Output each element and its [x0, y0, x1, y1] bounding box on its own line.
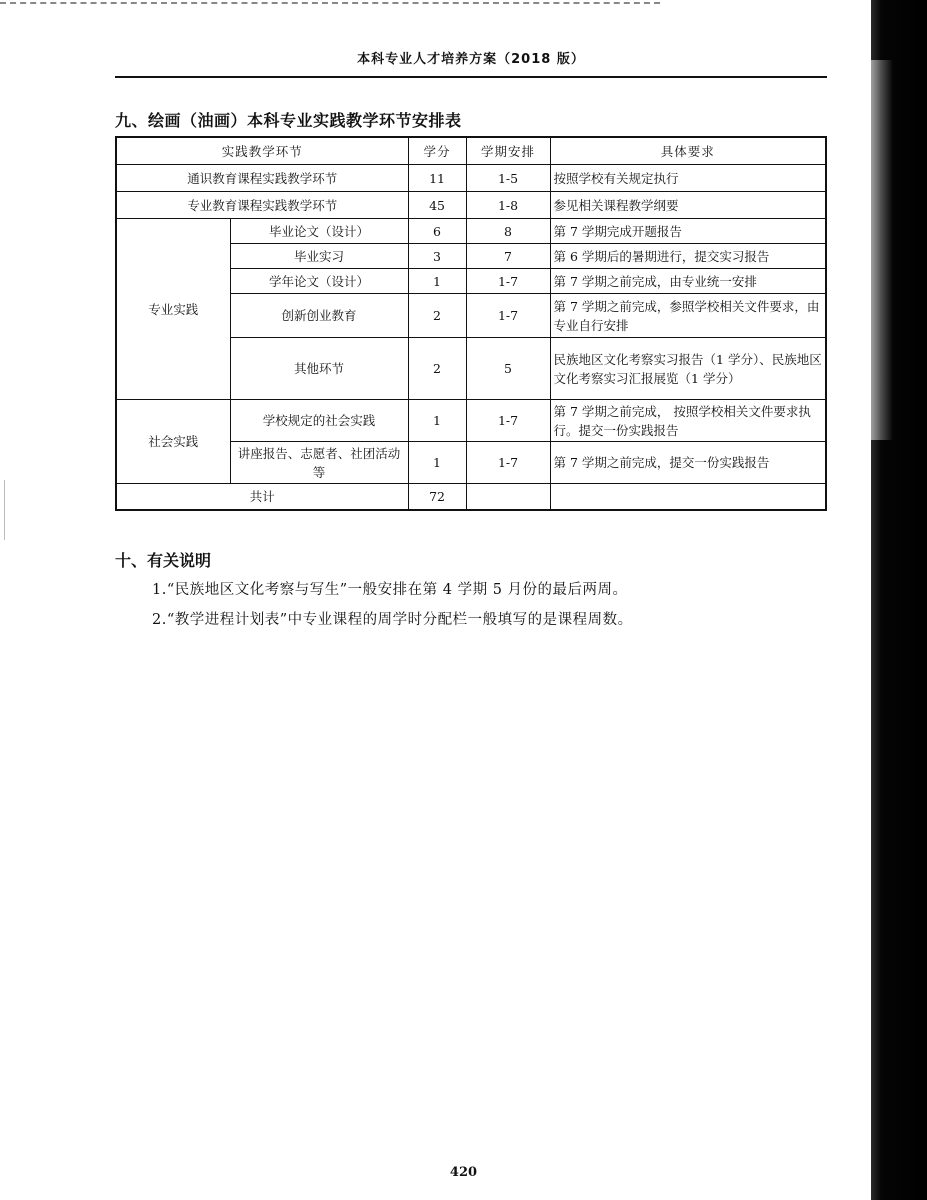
requirements-cell: 第 6 学期后的暑期进行，提交实习报告: [550, 244, 826, 269]
requirements-cell: 第 7 学期之前完成，由专业统一安排: [550, 269, 826, 294]
total-semester-empty: [466, 484, 550, 510]
requirements-cell: 第 7 学期完成开题报告: [550, 219, 826, 244]
note-item: 1.“民族地区文化考察与写生”一般安排在第 4 学期 5 月份的最后两周。: [152, 582, 628, 598]
total-credits: 72: [408, 484, 466, 510]
semester-cell: 1-8: [466, 192, 550, 219]
requirements-cell: 按照学校有关规定执行: [550, 165, 826, 192]
credits-cell: 2: [408, 294, 466, 338]
table-row: [116, 400, 826, 442]
credits-cell: 1: [408, 442, 466, 484]
sub-link-cell: 学年论文（设计）: [230, 269, 408, 294]
header-credits: 学分: [408, 137, 466, 165]
sub-link-cell: 其他环节: [230, 338, 408, 400]
section-title: 九、绘画（油画）本科专业实践教学环节安排表: [115, 111, 462, 130]
sub-link-cell: 学校规定的社会实践: [230, 400, 408, 442]
total-requirements-empty: [550, 484, 826, 510]
scan-margin-mark: [4, 480, 5, 540]
credits-cell: 1: [408, 400, 466, 442]
page-number: 420: [449, 1165, 478, 1180]
table-total-row: [116, 484, 826, 510]
requirements-cell: 民族地区文化考察实习报告（1 学分）、民族地区文化考察实习汇报展览（1 学分）: [550, 338, 826, 400]
scan-edge-shadow: [871, 0, 927, 1200]
semester-cell: 1-5: [466, 165, 550, 192]
semester-cell: 1-7: [466, 294, 550, 338]
table-row: [116, 192, 826, 219]
group-label-social-practice: 社会实践: [116, 400, 230, 484]
table-row: [116, 219, 826, 244]
sub-link-cell: 毕业实习: [230, 244, 408, 269]
credits-cell: 11: [408, 165, 466, 192]
table-header-row: [116, 137, 826, 165]
note-item: 2.“教学进程计划表”中专业课程的周学时分配栏一般填写的是课程周数。: [152, 612, 633, 628]
header-rule: [115, 76, 827, 78]
sub-link-cell: 毕业论文（设计）: [230, 219, 408, 244]
requirements-cell: 第 7 学期之前完成，提交一份实践报告: [550, 442, 826, 484]
running-header: 本科专业人才培养方案（2018 版）: [357, 52, 585, 67]
semester-cell: 1-7: [466, 400, 550, 442]
semester-cell: 8: [466, 219, 550, 244]
scan-top-rule: [0, 2, 660, 4]
requirements-cell: 参见相关课程教学纲要: [550, 192, 826, 219]
sub-link-cell: 讲座报告、志愿者、社团活动等: [230, 442, 408, 484]
header-link: 实践教学环节: [116, 137, 408, 165]
semester-cell: 5: [466, 338, 550, 400]
credits-cell: 45: [408, 192, 466, 219]
credits-cell: 3: [408, 244, 466, 269]
requirements-cell: 第 7 学期之前完成， 按照学校相关文件要求执行。提交一份实践报告: [550, 400, 826, 442]
credits-cell: 6: [408, 219, 466, 244]
credits-cell: 1: [408, 269, 466, 294]
total-label: 共计: [116, 484, 408, 510]
table-row: [116, 165, 826, 192]
section2-title: 十、有关说明: [115, 551, 212, 570]
requirements-cell: 第 7 学期之前完成，参照学校相关文件要求，由专业自行安排: [550, 294, 826, 338]
link-cell: 专业教育课程实践教学环节: [116, 192, 408, 219]
practice-schedule-table: [115, 136, 827, 511]
group-label-professional-practice: 专业实践: [116, 219, 230, 400]
link-cell: 通识教育课程实践教学环节: [116, 165, 408, 192]
sub-link-cell: 创新创业教育: [230, 294, 408, 338]
header-semester: 学期安排: [466, 137, 550, 165]
header-requirements: 具体要求: [550, 137, 826, 165]
semester-cell: 1-7: [466, 442, 550, 484]
credits-cell: 2: [408, 338, 466, 400]
semester-cell: 1-7: [466, 269, 550, 294]
semester-cell: 7: [466, 244, 550, 269]
